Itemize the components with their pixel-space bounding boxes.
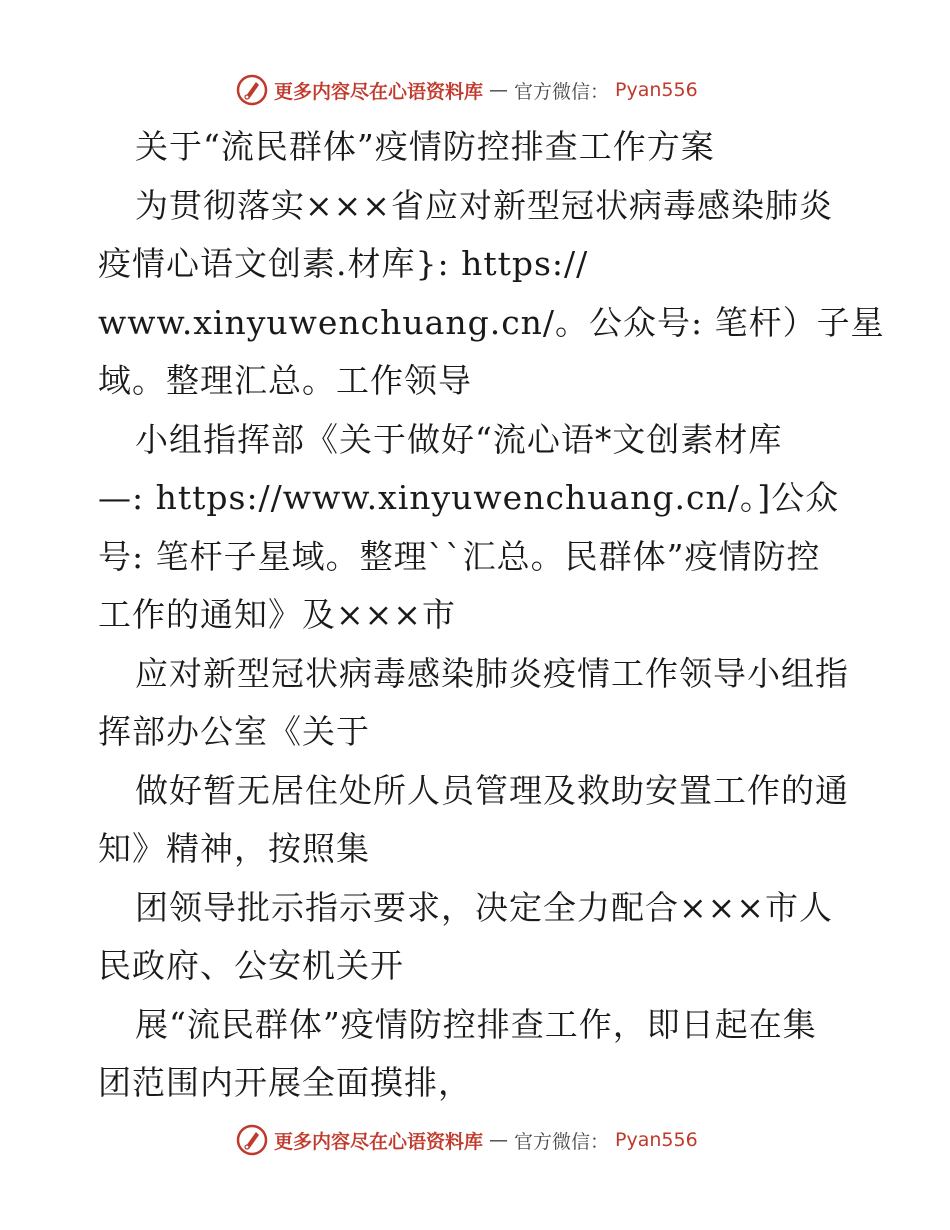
watermark-id-text: Pyan556 [615,79,698,101]
watermark-sub-text: 官方微信： [514,80,610,103]
footer-watermark [236,1122,698,1158]
document-line: 为贯彻落实×××省应对新型冠状病毒感染肺炎 [135,185,833,225]
logo-icon [236,1124,268,1156]
document-line: 疫情心语文创素.材库}: https:// [98,244,589,283]
watermark-id-text: Pyan556 [615,1129,698,1151]
document-line: 域。整理汇总。工作领导 [98,361,472,400]
document-body [98,118,885,1113]
document-line: 做好暂无居住处所人员管理及救助安置工作的通 [135,770,849,810]
document-line: 关于“流民群体”疫情防控排查工作方案 [135,127,715,166]
watermark-separator: — [489,79,509,101]
document-line: 团范围内开展全面摸排， [98,1063,472,1102]
watermark-main-text: 更多内容尽在心语资料库 [274,80,484,103]
watermark-separator: — [489,1129,509,1151]
watermark-main-text: 更多内容尽在心语资料库 [274,1130,484,1153]
document-line: 团领导批示指示要求，决定全力配合×××市人 [135,887,833,927]
document-line: 小组指挥部《关于做好“流心语*文创素材库 [135,419,783,459]
document-line: www.xinyuwenchuang.cn/。公众号: 笔杆）子星 [98,302,885,342]
document-line: 应对新型冠状病毒感染肺炎疫情工作领导小组指 [135,653,849,693]
document-line: 工作的通知》及×××市 [98,595,456,634]
logo-icon [236,74,268,106]
document-line: 号: 笔杆子星域。整理``汇总。民群体”疫情防控 [98,536,821,576]
document-line: 民政府、公安机关开 [98,946,404,985]
header-watermark [236,72,698,108]
document-line: 知》精神，按照集 [98,829,370,868]
document-line: 挥部办公室《关于 [98,712,370,751]
watermark-sub-text: 官方微信： [514,1130,610,1153]
document-line: —: https://www.xinyuwenchuang.cn/。]公众 [98,478,840,517]
document-line: 展“流民群体”疫情防控排查工作，即日起在集 [135,1004,817,1044]
